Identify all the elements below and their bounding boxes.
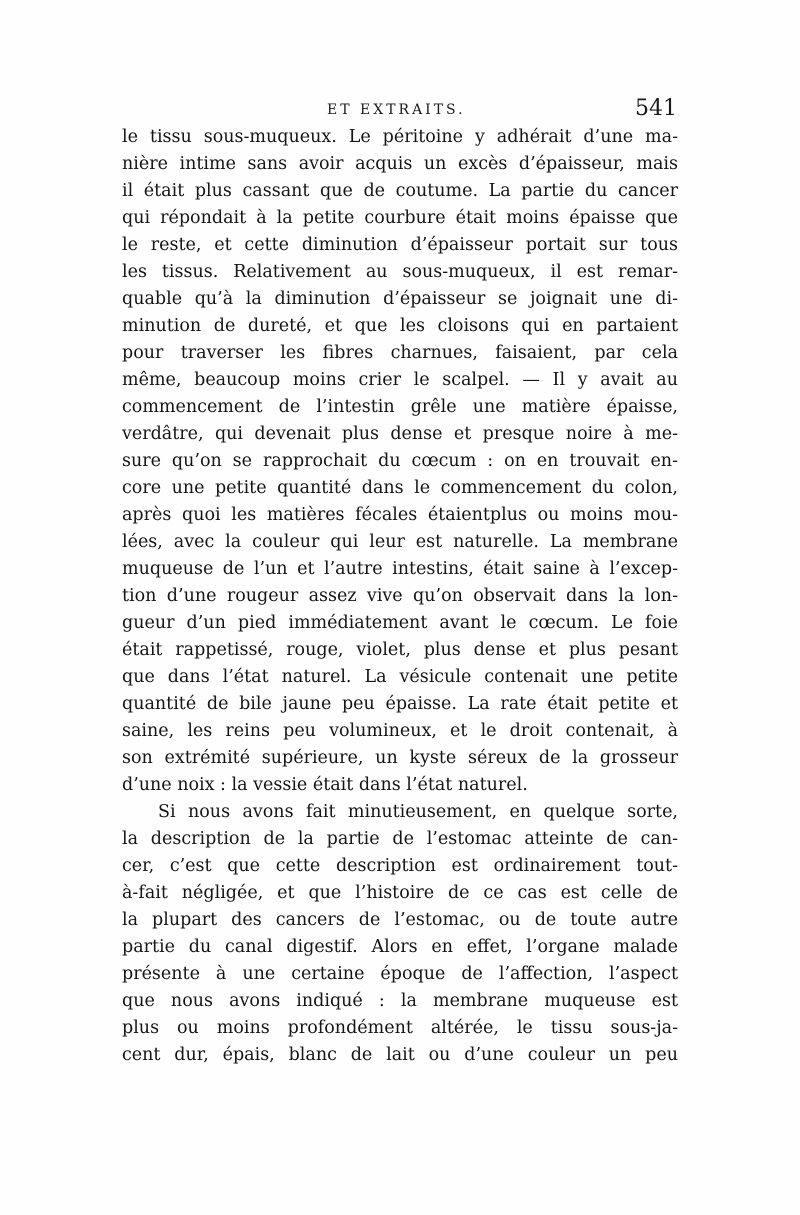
page-number: 541 bbox=[635, 96, 677, 121]
text-line: d’une noix : la vessie était dans l’état naturel. bbox=[122, 775, 528, 795]
text-line: quantité de bile jaune peu épaisse. La rate était petite et bbox=[122, 694, 678, 714]
text-line: la description de la partie de l’estomac atteinte de can- bbox=[122, 829, 678, 849]
running-head: ET EXTRAITS. bbox=[327, 102, 466, 118]
text-line: quable qu’à la diminution d’épaisseur se joignait une di- bbox=[122, 289, 678, 309]
text-line: minution de dureté, et que les cloisons qui en partaient bbox=[122, 316, 678, 336]
body-text bbox=[122, 124, 678, 1069]
text-line: tion d’une rougeur assez vive qu’on observait dans la lon- bbox=[122, 586, 678, 606]
text-line: son extrémité supérieure, un kyste séreux de la grosseur bbox=[122, 748, 678, 768]
text-line: core une petite quantité dans le commencement du colon, bbox=[122, 478, 678, 498]
text-line: cent dur, épais, blanc de lait ou d’une couleur un peu bbox=[122, 1045, 678, 1065]
text-line: à-fait négligée, et que l’histoire de ce cas est celle de bbox=[122, 883, 678, 903]
text-line: même, beaucoup moins crier le scalpel. — Il y avait au bbox=[122, 370, 678, 390]
text-line: pour traverser les fibres charnues, faisaient, par cela bbox=[122, 343, 678, 363]
text-line: le tissu sous-muqueux. Le péritoine y adhérait d’une ma- bbox=[122, 127, 678, 147]
text-line: après quoi les matières fécales étaientplus ou moins mou- bbox=[122, 505, 678, 525]
text-line: que dans l’état naturel. La vésicule contenait une petite bbox=[122, 667, 678, 687]
text-line: qui répondait à la petite courbure était moins épaisse que bbox=[122, 208, 678, 228]
text-line: partie du canal digestif. Alors en effet, l’organe malade bbox=[122, 937, 678, 957]
text-line: lées, avec la couleur qui leur est naturelle. La membrane bbox=[122, 532, 678, 552]
text-line: cer, c’est que cette description est ordinairement tout- bbox=[122, 856, 678, 876]
text-line: la plupart des cancers de l’estomac, ou de toute autre bbox=[122, 910, 678, 930]
text-line: muqueuse de l’un et l’autre intestins, était saine à l’excep- bbox=[122, 559, 678, 579]
text-line: les tissus. Relativement au sous-muqueux, il est remar- bbox=[122, 262, 678, 282]
text-line: gueur d’un pied immédiatement avant le cœcum. Le foie bbox=[122, 613, 678, 633]
text-line: saine, les reins peu volumineux, et le droit contenait, à bbox=[122, 721, 678, 741]
text-line: commencement de l’intestin grêle une matière épaisse, bbox=[122, 397, 678, 417]
text-line: était rappetissé, rouge, violet, plus dense et plus pesant bbox=[122, 640, 678, 660]
text-line: que nous avons indiqué : la membrane muqueuse est bbox=[122, 991, 678, 1011]
text-line: plus ou moins profondément altérée, le tissu sous-ja- bbox=[122, 1018, 678, 1038]
text-line: verdâtre, qui devenait plus dense et presque noire à me- bbox=[122, 424, 678, 444]
text-line: présente à une certaine époque de l’affection, l’aspect bbox=[122, 964, 678, 984]
text-line: il était plus cassant que de coutume. La partie du cancer bbox=[122, 181, 678, 201]
text-line: Si nous avons fait minutieusement, en quelque sorte, bbox=[158, 802, 678, 822]
text-line: nière intime sans avoir acquis un excès d’épaisseur, mais bbox=[122, 154, 678, 174]
text-line: sure qu’on se rapprochait du cœcum : on en trouvait en- bbox=[122, 451, 678, 471]
text-line: le reste, et cette diminution d’épaisseur portait sur tous bbox=[122, 235, 678, 255]
